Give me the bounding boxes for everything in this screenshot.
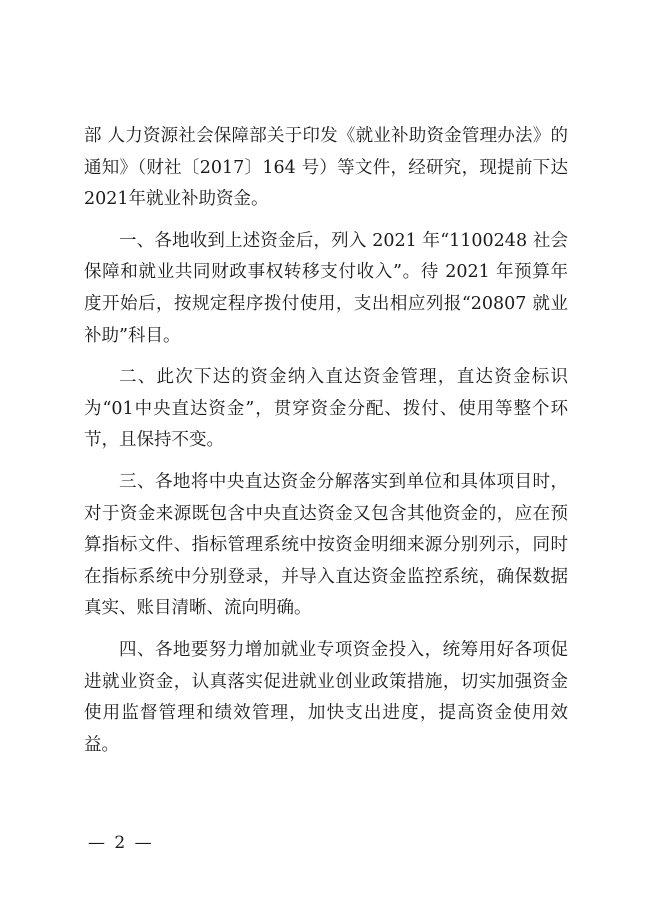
page-number: — 2 — (88, 833, 154, 853)
paragraph-4: 四、各地要努力增加就业专项资金投入，统筹用好各项促进就业资金，认真落实促进就业创业政策措施，切实加强资金使用监督管理和绩效管理，加快支出进度，提高资金使用效益。 (84, 639, 568, 755)
paragraph-continuation: 部 人力资源社会保障部关于印发《就业补助资金管理办法》的通知》（财社〔2017〕164 号）等文件，经研究，现提前下达 2021年就业补助资金。 (84, 126, 568, 210)
body-text (84, 121, 568, 771)
paragraph-1: 一、各地收到上述资金后，列入 2021 年“1100248 社会保障和就业共同财政事权转移支付收入”。待 2021 年预算年度开始后，按规定程序拨付使用，支出相应列报“20807 就业补助”科目。 (84, 230, 568, 346)
paragraph-2: 二、此次下达的资金纳入直达资金管理，直达资金标识为“01中央直达资金”，贯穿资金分配、拨付、使用等整个环节，且保持不变。 (84, 367, 568, 451)
paragraph-3: 三、各地将中央直达资金分解落实到单位和具体项目时，对于资金来源既包含中央直达资金又包含其他资金的，应在预算指标文件、指标管理系统中按资金明细来源分别列示，同时在指标系统中分别登录，并导入直达资金监控系统，确保数据真实、账目清晰、流向明确。 (84, 471, 568, 619)
